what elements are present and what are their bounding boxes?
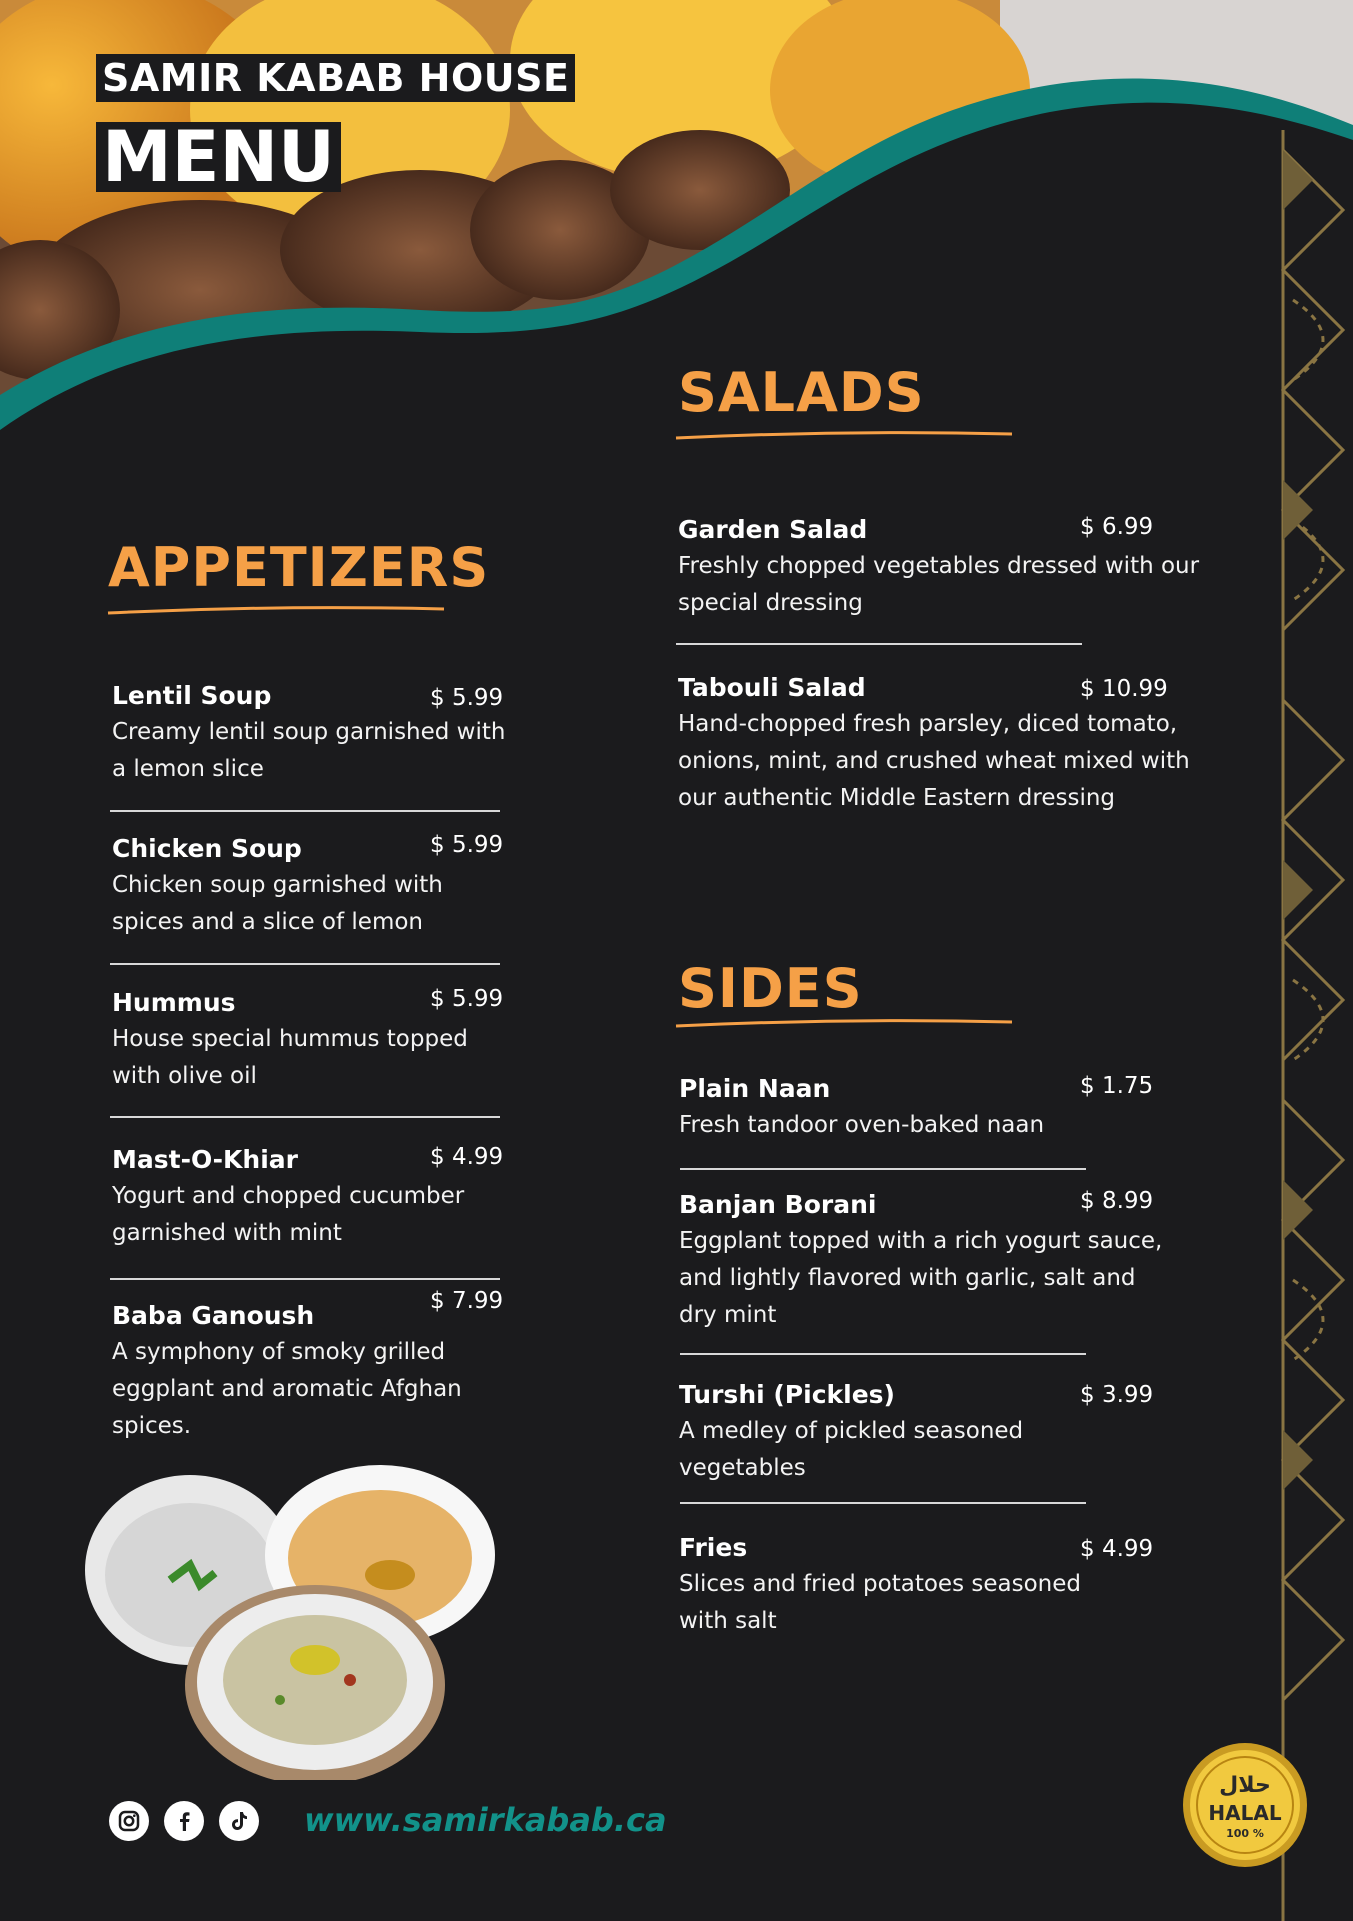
menu-item-description-line: Chicken soup garnished with: [112, 872, 443, 898]
menu-divider: [110, 1278, 500, 1280]
menu-title: MENU: [96, 122, 341, 192]
menu-item-description-line: dry mint: [679, 1302, 777, 1328]
menu-item-name: Hummus: [112, 988, 236, 1017]
menu-item-name: Lentil Soup: [112, 681, 272, 710]
menu-item-description-line: with olive oil: [112, 1063, 257, 1089]
menu-item-description: [112, 1021, 512, 1095]
menu-item: [678, 673, 1218, 817]
sides-underline: [674, 1016, 1014, 1030]
menu-item-description: [112, 867, 512, 941]
menu-item-description-line: Hand-chopped fresh parsley, diced tomato,: [678, 711, 1178, 737]
menu-item-description: [112, 1178, 512, 1252]
menu-divider: [110, 963, 500, 965]
menu-item-description: [112, 714, 512, 788]
menu-item: [112, 1288, 512, 1445]
menu-item-name: Baba Ganoush: [112, 1301, 315, 1330]
decorative-border-pattern: [1263, 0, 1353, 1921]
menu-item-description-line: garnished with mint: [112, 1220, 342, 1246]
menu-item-price: $ 5.99: [430, 832, 504, 858]
menu-item-name: Mast-O-Khiar: [112, 1145, 298, 1174]
menu-item-description-line: Yogurt and chopped cucumber: [112, 1183, 465, 1209]
menu-item-description: [112, 1334, 512, 1445]
menu-divider: [676, 643, 1082, 645]
menu-item: [679, 1380, 1219, 1487]
menu-item-description-line: House special hummus topped: [112, 1026, 468, 1052]
menu-item-price: $ 3.99: [1080, 1382, 1154, 1408]
menu-item-description: [679, 1566, 1219, 1640]
menu-item: [112, 681, 512, 788]
halal-label: HALAL: [1208, 1801, 1282, 1825]
menu-item-price: $ 10.99: [1080, 676, 1168, 702]
menu-divider: [680, 1168, 1086, 1170]
salads-title: SALADS: [678, 361, 925, 424]
menu-item-name: Banjan Borani: [679, 1190, 877, 1219]
salads-underline: [674, 428, 1014, 442]
facebook-icon[interactable]: [164, 1801, 204, 1841]
menu-item-name: Chicken Soup: [112, 834, 302, 863]
menu-item: [679, 1190, 1219, 1334]
menu-item-description-line: eggplant and aromatic Afghan: [112, 1376, 462, 1402]
menu-item-description-line: special dressing: [678, 590, 863, 616]
appetizers-title: APPETIZERS: [108, 536, 490, 599]
menu-item-price: $ 4.99: [430, 1144, 504, 1170]
menu-divider: [110, 810, 500, 812]
menu-item-description-line: onions, mint, and crushed wheat mixed with: [678, 748, 1190, 774]
menu-item-price: $ 7.99: [430, 1288, 504, 1314]
menu-item: [679, 1533, 1219, 1640]
menu-item-name: Garden Salad: [678, 515, 868, 544]
menu-item-description-line: a lemon slice: [112, 756, 264, 782]
menu-item-price: $ 5.99: [430, 986, 504, 1012]
appetizer-plates-image: [80, 1460, 560, 1780]
menu-item: [678, 515, 1218, 622]
menu-item-description-line: our authentic Middle Eastern dressing: [678, 785, 1116, 811]
menu-item-name: Turshi (Pickles): [679, 1380, 895, 1409]
menu-item-description-line: Fresh tandoor oven-baked naan: [679, 1112, 1045, 1138]
menu-item-description: [679, 1107, 1219, 1144]
menu-item-description-line: A medley of pickled seasoned: [679, 1418, 1024, 1444]
menu-item-description-line: Eggplant topped with a rich yogurt sauce,: [679, 1228, 1163, 1254]
menu-item-price: $ 8.99: [1080, 1188, 1154, 1214]
menu-item-price: $ 4.99: [1080, 1536, 1154, 1562]
menu-item-description: [678, 548, 1218, 622]
menu-item: [679, 1074, 1219, 1144]
menu-item-description-line: and lightly flavored with garlic, salt and: [679, 1265, 1136, 1291]
menu-divider: [680, 1502, 1086, 1504]
menu-divider: [680, 1353, 1086, 1355]
restaurant-name: SAMIR KABAB HOUSE: [96, 54, 575, 102]
tiktok-icon[interactable]: [219, 1801, 259, 1841]
menu-item-description-line: spices.: [112, 1413, 192, 1439]
menu-item-description-line: vegetables: [679, 1455, 806, 1481]
menu-divider: [110, 1116, 500, 1118]
menu-item-description-line: Freshly chopped vegetables dressed with our: [678, 553, 1200, 579]
website-link[interactable]: www.samirkabab.ca: [304, 1801, 667, 1839]
halal-percent: 100 %: [1226, 1827, 1264, 1840]
menu-item-description: [679, 1413, 1219, 1487]
menu-item-description: [679, 1223, 1219, 1334]
menu-item-description: [678, 706, 1218, 817]
menu-item: [112, 1145, 512, 1252]
menu-item-description-line: with salt: [679, 1608, 777, 1634]
halal-arabic: حلال: [1219, 1773, 1271, 1798]
instagram-icon[interactable]: [109, 1801, 149, 1841]
menu-item-description-line: spices and a slice of lemon: [112, 909, 423, 935]
menu-item-price: $ 5.99: [430, 685, 504, 711]
appetizers-underline: [106, 603, 446, 617]
menu-item-description-line: Slices and fried potatoes seasoned: [679, 1571, 1081, 1597]
menu-item-name: Tabouli Salad: [678, 673, 866, 702]
menu-item-description-line: A symphony of smoky grilled: [112, 1339, 446, 1365]
halal-badge: [1180, 1740, 1310, 1870]
menu-item-name: Plain Naan: [679, 1074, 831, 1103]
menu-item-description-line: Creamy lentil soup garnished with: [112, 719, 506, 745]
menu-item: [112, 834, 512, 941]
menu-item-name: Fries: [679, 1533, 748, 1562]
sides-title: SIDES: [678, 957, 863, 1020]
menu-item-price: $ 6.99: [1080, 514, 1154, 540]
menu-item-price: $ 1.75: [1080, 1073, 1154, 1099]
menu-item: [112, 988, 512, 1095]
